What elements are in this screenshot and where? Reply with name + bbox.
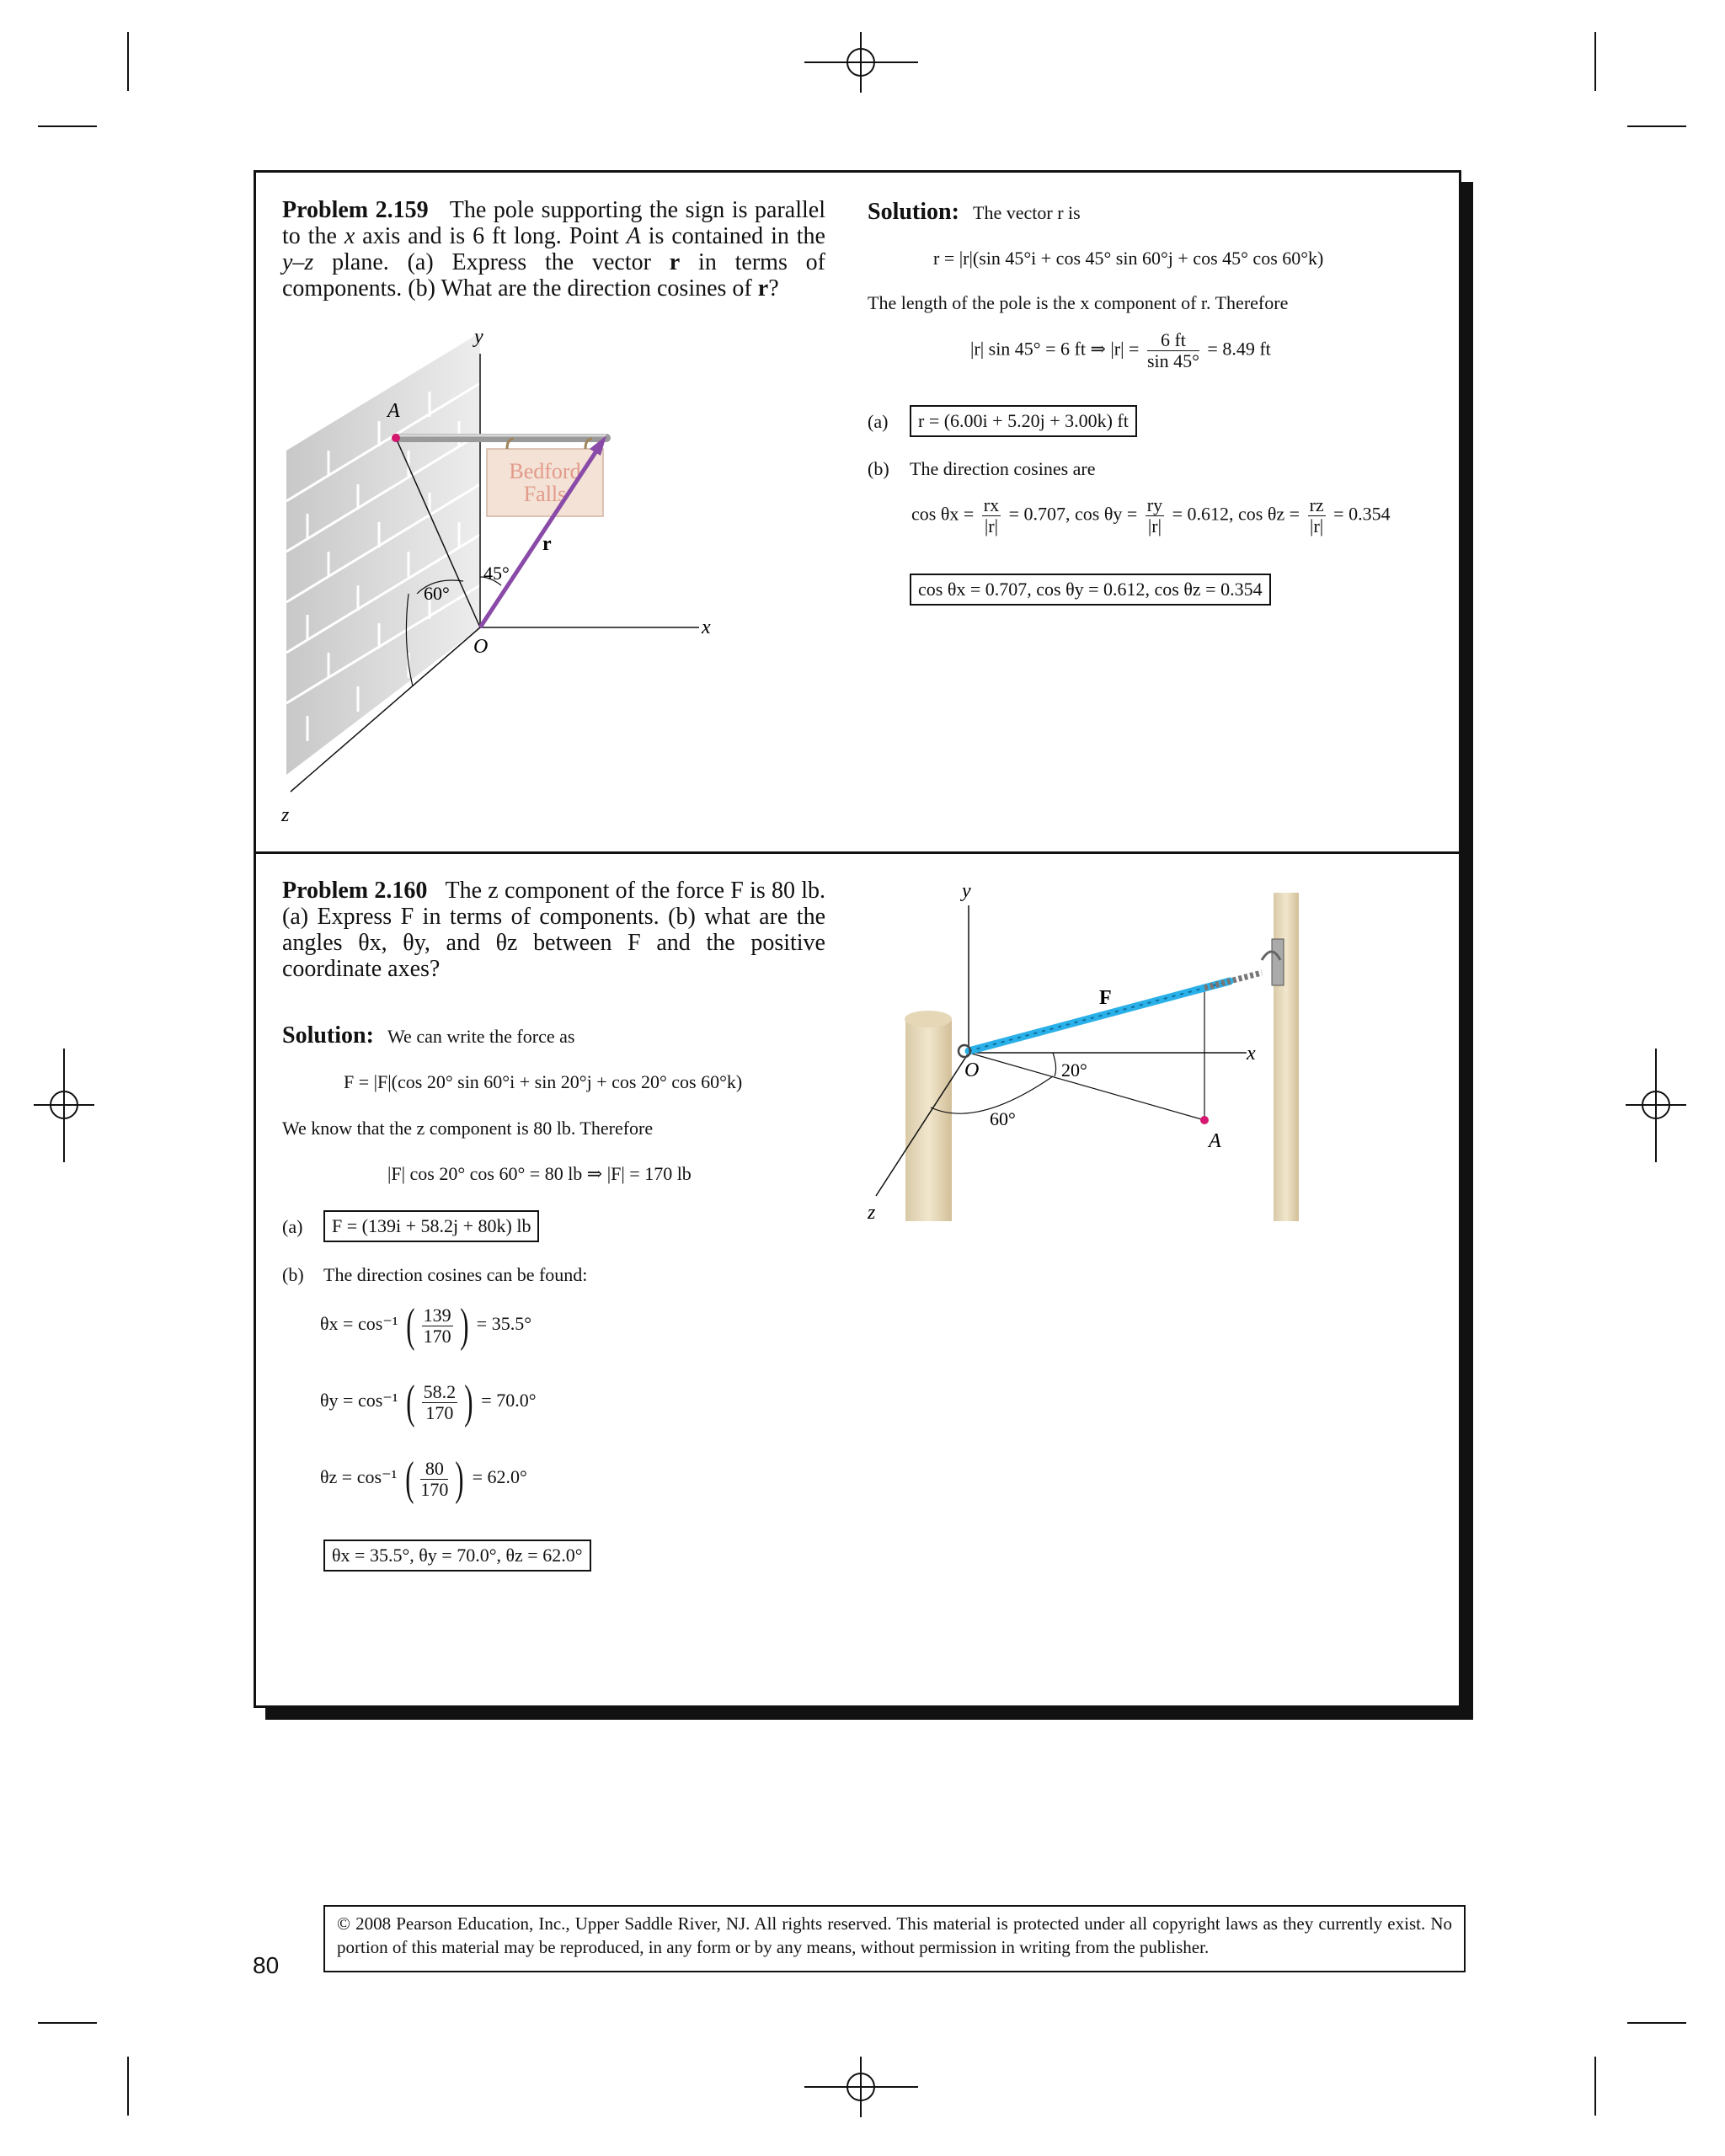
solution-160-intro: We can write the force as bbox=[387, 1026, 575, 1047]
problem-159-statement: Problem 2.159 The pole supporting the sign is parallel to the x axis and is 6 ft long. Point A is contained in the y–z plane. (a) Express the vector r in terms of components. (b) What are the direction cosines of r? bbox=[282, 197, 825, 302]
label-y-160: y bbox=[962, 880, 971, 902]
solution-160-eq2: |F| cos 20° cos 60° = 80 lb ⇒ |F| = 170 lb bbox=[387, 1163, 692, 1184]
angle-45-label: 45° bbox=[483, 563, 510, 584]
wall-bracket bbox=[1272, 939, 1284, 985]
angle-20-label: 20° bbox=[1061, 1059, 1087, 1081]
angle-60-label: 60° bbox=[424, 583, 450, 604]
label-A: A bbox=[387, 400, 400, 422]
solution-160-a-label: (a) bbox=[282, 1216, 303, 1237]
problem-159-heading: Problem 2.159 bbox=[282, 197, 429, 223]
solution-159-eq2: |r| sin 45° = 6 ft ⇒ |r| = $\frac{6 ft}{\sin 45^\circ}$ = 8.49 ft bbox=[970, 329, 1271, 371]
solution-159-heading-line bbox=[868, 199, 1081, 226]
left-post bbox=[905, 1019, 952, 1221]
label-z-160: z bbox=[868, 1202, 876, 1224]
solution-160-eq1: F = |F|(cos 20° sin 60°i + sin 20°j + cos 20° cos 60°k) bbox=[344, 1071, 743, 1092]
angle-60-label-160: 60° bbox=[990, 1108, 1016, 1129]
label-x-160: x bbox=[1247, 1043, 1256, 1065]
solution-159-b-answer: cos θx = 0.707, cos θy = 0.612, cos θz = 0.354 bbox=[910, 574, 1271, 606]
problem-160-heading: Problem 2.160 bbox=[282, 878, 428, 904]
solution-159-a-label: (a) bbox=[868, 411, 889, 432]
problem-160-statement bbox=[282, 878, 825, 982]
solution-159-eq2-fraction: $\frac{6 ft}{\sin 45^\circ}$ bbox=[1146, 329, 1199, 371]
problem-divider bbox=[254, 851, 1461, 854]
point-A-marker-160 bbox=[1200, 1116, 1209, 1124]
point-A-marker bbox=[392, 434, 400, 442]
figure-160 bbox=[859, 876, 1314, 1230]
solution-160-b-text: The direction cosines can be found: bbox=[323, 1264, 588, 1285]
solution-160-heading-line bbox=[282, 1022, 574, 1049]
sign-text-line2: Falls bbox=[523, 482, 567, 506]
solution-159-direction-cosines: cos θx = $\frac{rx}{|r|}$ = 0.707, cos θy = $\frac{ry}{|r|}$ = 0.612, cos θz = $\frac{rz}{|r|}$ = 0.354 bbox=[911, 494, 1391, 536]
problem-160-text: The z component of the force F is 80 lb. (a) Express F in terms of components. (b) what are the angles θx, θy, and θz between F and the positive coordinate axes? bbox=[282, 878, 825, 982]
solution-160-b-answer: θx = 35.5°, θy = 70.0°, θz = 62.0° bbox=[323, 1540, 591, 1572]
solution-159-line2: The length of the pole is the x component of r. Therefore bbox=[868, 292, 1289, 313]
solution-159-a-answer: r = (6.00i + 5.20j + 3.00k) ft bbox=[910, 405, 1137, 437]
copyright-notice: © 2008 Pearson Education, Inc., Upper Saddle River, NJ. All rights reserved. This material is protected under all copyright laws as they currently exist. No portion of this material may be reproduced, in any form or by any means, without permission in writing from the publisher. bbox=[323, 1905, 1466, 1972]
label-O: O bbox=[473, 636, 489, 658]
label-F-160: F bbox=[1099, 987, 1112, 1009]
solution-159-intro: The vector r is bbox=[973, 202, 1081, 223]
sign-text-line1: Bedford bbox=[509, 459, 581, 483]
label-A-160: A bbox=[1209, 1130, 1221, 1152]
figure-159 bbox=[270, 324, 741, 830]
solution-159-b-text: The direction cosines are bbox=[910, 458, 1096, 479]
solution-160-theta-z: θz = cos⁻¹ ( $\frac{80}{170}$ ) = 62.0° bbox=[320, 1453, 527, 1505]
label-O-160: O bbox=[964, 1059, 980, 1081]
label-z: z bbox=[281, 804, 290, 826]
solution-160-heading: Solution: bbox=[282, 1022, 374, 1049]
label-x: x bbox=[702, 616, 711, 638]
label-y: y bbox=[474, 326, 483, 348]
solution-160-a-answer: F = (139i + 58.2j + 80k) lb bbox=[323, 1210, 539, 1242]
solution-160-theta-x: θx = cos⁻¹ ( $\frac{139}{170}$ ) = 35.5° bbox=[320, 1299, 532, 1352]
page-number: 80 bbox=[253, 1952, 280, 1978]
solution-159-b-label: (b) bbox=[868, 458, 889, 479]
solution-159-heading: Solution: bbox=[868, 199, 959, 225]
solution-160-line2: We know that the z component is 80 lb. Therefore bbox=[282, 1118, 654, 1139]
label-r: r bbox=[542, 533, 552, 555]
solution-160-theta-y: θy = cos⁻¹ ( $\frac{58.2}{170}$ ) = 70.0° bbox=[320, 1376, 537, 1428]
solution-159-eq1: r = |r|(sin 45°i + cos 45° sin 60°j + cos 45° cos 60°k) bbox=[933, 248, 1324, 269]
solution-160-b-label: (b) bbox=[282, 1264, 304, 1285]
turnbuckle bbox=[1204, 973, 1262, 988]
